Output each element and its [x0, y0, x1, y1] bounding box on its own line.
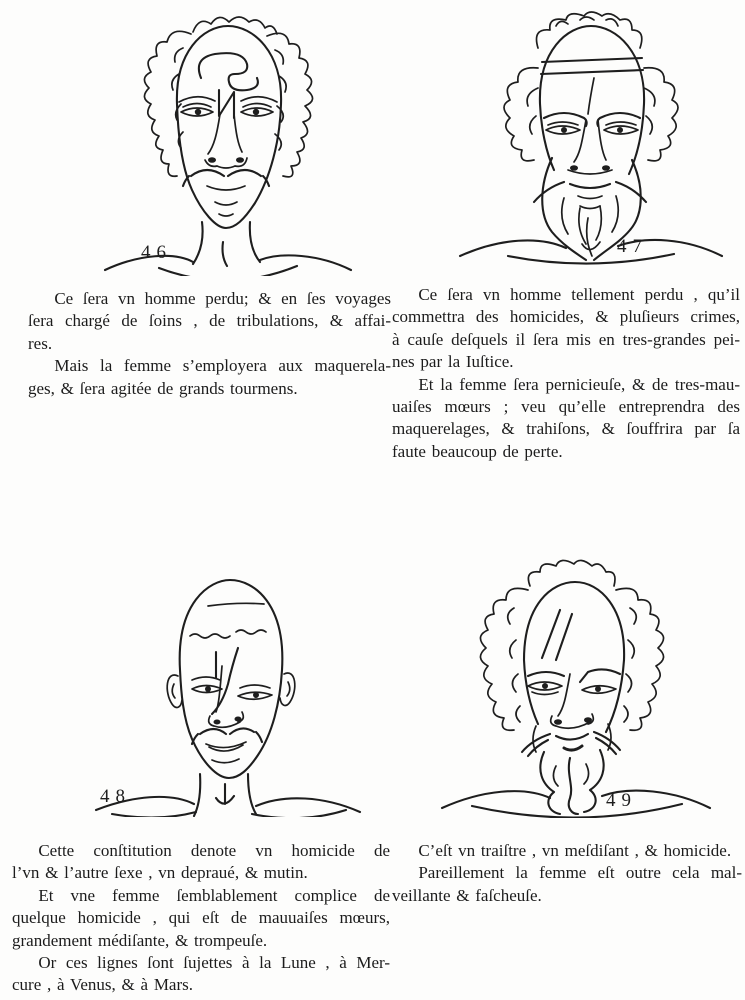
caption-text-line: Pareillement la femme eſt outre cela mal- — [418, 863, 742, 883]
caption-text-line: Et la femme ſera pernicieuſe, & de tres-mau- — [418, 374, 740, 394]
caption-49-paragraph-2 — [392, 862, 742, 907]
woodcut-face-47-drawing — [448, 8, 733, 266]
figure-number-49: 49 — [606, 790, 637, 811]
caption-46-paragraph-2 — [28, 355, 391, 400]
caption-portrait-48 — [12, 840, 390, 997]
caption-46-paragraph-1 — [28, 288, 391, 355]
caption-text-line: Or ces lignes ſont ſujettes à la Lune , à Mer- — [38, 953, 390, 973]
caption-portrait-46 — [28, 288, 391, 400]
caption-text-line: ges, & ſera agitée de grands tourmens. — [28, 378, 298, 398]
woodcut-face-46-drawing — [95, 8, 360, 276]
caption-47-paragraph-1 — [392, 284, 740, 374]
caption-text-line: ſera chargé de ſoins , de tribulations, & affai- — [28, 311, 391, 331]
caption-portrait-49 — [392, 840, 742, 907]
caption-text-line: Et vne femme ſemblablement complice de — [38, 885, 390, 905]
caption-portrait-47 — [392, 284, 740, 463]
caption-text-line: uaiſes mœurs ; veu qu’elle entreprendra des — [392, 397, 740, 417]
caption-text-line: Ce ſera vn homme perdu; & en ſes voyages — [54, 289, 391, 308]
woodcut-portrait-48 — [88, 562, 373, 817]
figure-number-46: 46 — [141, 242, 172, 263]
caption-47-paragraph-2 — [392, 374, 740, 464]
caption-text-line: cure , à Venus, & à Mars. — [12, 975, 194, 995]
caption-48-paragraph-3 — [12, 952, 390, 997]
woodcut-face-48-drawing — [88, 562, 373, 817]
caption-text-line: nes par la Iuſtice. — [392, 352, 514, 372]
caption-49-paragraph-1 — [392, 840, 742, 862]
caption-text-line: à cauſe deſquels il ſera mis en tres-grandes pei- — [392, 329, 740, 349]
caption-text-line: l’vn & l’autre ſexe , vn depraué, & mutin. — [12, 863, 308, 883]
caption-48-paragraph-2 — [12, 885, 390, 952]
figure-number-48: 48 — [100, 786, 131, 807]
woodcut-portrait-49 — [428, 556, 723, 818]
woodcut-portrait-46 — [95, 8, 360, 276]
woodcut-portrait-47 — [448, 8, 733, 266]
caption-text-line: Ce ſera vn homme tellement perdu , qu’il — [418, 285, 740, 304]
caption-text-line: Cette conſtitution denote vn homicide de — [38, 841, 390, 860]
caption-text-line: commettra des homicides, & pluſieurs crimes, — [392, 307, 740, 327]
woodcut-face-49-drawing — [428, 556, 723, 818]
caption-text-line: maquerelages, & trahiſons, & ſouffrira par ſa — [392, 419, 740, 439]
caption-text-line: grandement médiſante, & trompeuſe. — [12, 930, 268, 950]
figure-number-47: 47 — [617, 236, 648, 257]
caption-text-line: C’eſt vn traiſtre , vn meſdiſant , & homicide. — [418, 841, 732, 860]
caption-text-line: faute beaucoup de perte. — [392, 441, 563, 461]
caption-text-line: veillante & faſcheuſe. — [392, 885, 542, 905]
caption-text-line: res. — [28, 333, 53, 353]
caption-text-line: quelque homicide , qui eſt de mauuaiſes mœurs, — [12, 908, 390, 928]
caption-text-line: Mais la femme s’employera aux maquerela- — [54, 356, 391, 376]
caption-48-paragraph-1 — [12, 840, 390, 885]
